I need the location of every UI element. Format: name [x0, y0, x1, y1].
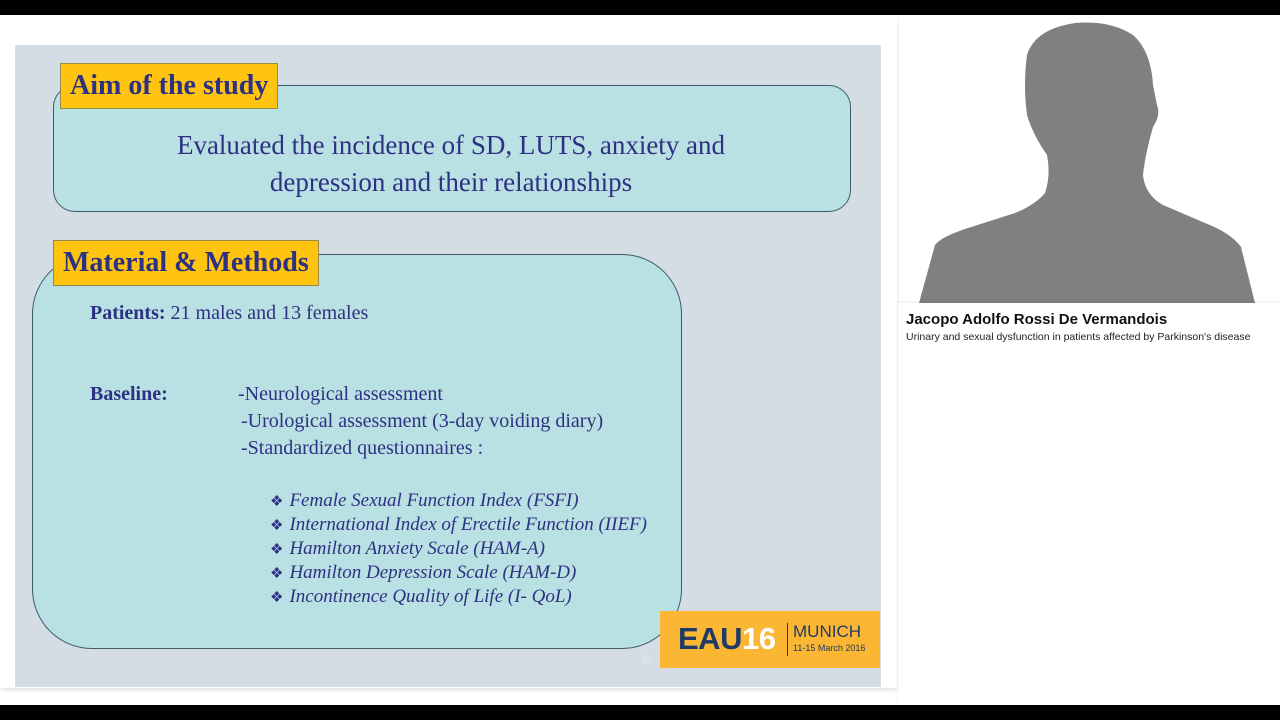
questionnaire-item: ❖ Female Sexual Function Index (FSFI) [270, 490, 579, 511]
questionnaire-item: ❖ International Index of Erectile Function (IIEF) [270, 514, 647, 535]
speaker-avatar [905, 15, 1280, 303]
logo-city: MUNICH [793, 622, 861, 641]
questionnaire-item: ❖ Incontinence Quality of Life (I- QoL) [270, 586, 572, 607]
logo-divider [787, 623, 788, 656]
aim-line-1: Evaluated the incidence of SD, LUTS, anxiety and [176, 130, 726, 160]
top-letterbox-bar [0, 0, 1280, 15]
logo-dates: 11-15 March 2016 [793, 643, 866, 653]
person-silhouette-icon [905, 15, 1280, 303]
copyright-mark: © [642, 652, 652, 667]
diamond-bullet-icon: ❖ [270, 542, 284, 558]
bottom-letterbox-bar [0, 705, 1280, 720]
baseline-item: -Neurological assessment [238, 383, 443, 405]
aim-heading: Aim of the study [60, 63, 278, 109]
eau16-logo [660, 611, 880, 668]
diamond-bullet-icon: ❖ [270, 518, 284, 534]
baseline-item: -Standardized questionnaires : [241, 437, 484, 459]
patients-row [90, 300, 368, 327]
eau-logo-wordmark: EAU16 [678, 621, 776, 656]
aim-text [53, 127, 849, 201]
questionnaire-item: ❖ Hamilton Depression Scale (HAM-D) [270, 562, 577, 583]
methods-heading: Material & Methods [53, 240, 319, 286]
questionnaire-item: ❖ Hamilton Anxiety Scale (HAM-A) [270, 538, 545, 559]
speaker-info-panel [898, 303, 1280, 705]
aim-line-2: depression and their relationships [269, 167, 633, 197]
baseline-label: Baseline: [90, 383, 168, 405]
patients-label: Patients: [90, 302, 166, 324]
diamond-bullet-icon: ❖ [270, 494, 284, 510]
presentation-slide [15, 45, 881, 687]
baseline-item: -Urological assessment (3-day voiding diary) [241, 410, 604, 432]
talk-title: Urinary and sexual dysfunction in patients affected by Parkinson's disease [906, 331, 1251, 343]
diamond-bullet-icon: ❖ [270, 566, 284, 582]
speaker-name: Jacopo Adolfo Rossi De Vermandois [906, 311, 1168, 328]
diamond-bullet-icon: ❖ [270, 590, 284, 606]
slide-panel [0, 15, 897, 688]
patients-value: 21 males and 13 females [170, 302, 369, 324]
